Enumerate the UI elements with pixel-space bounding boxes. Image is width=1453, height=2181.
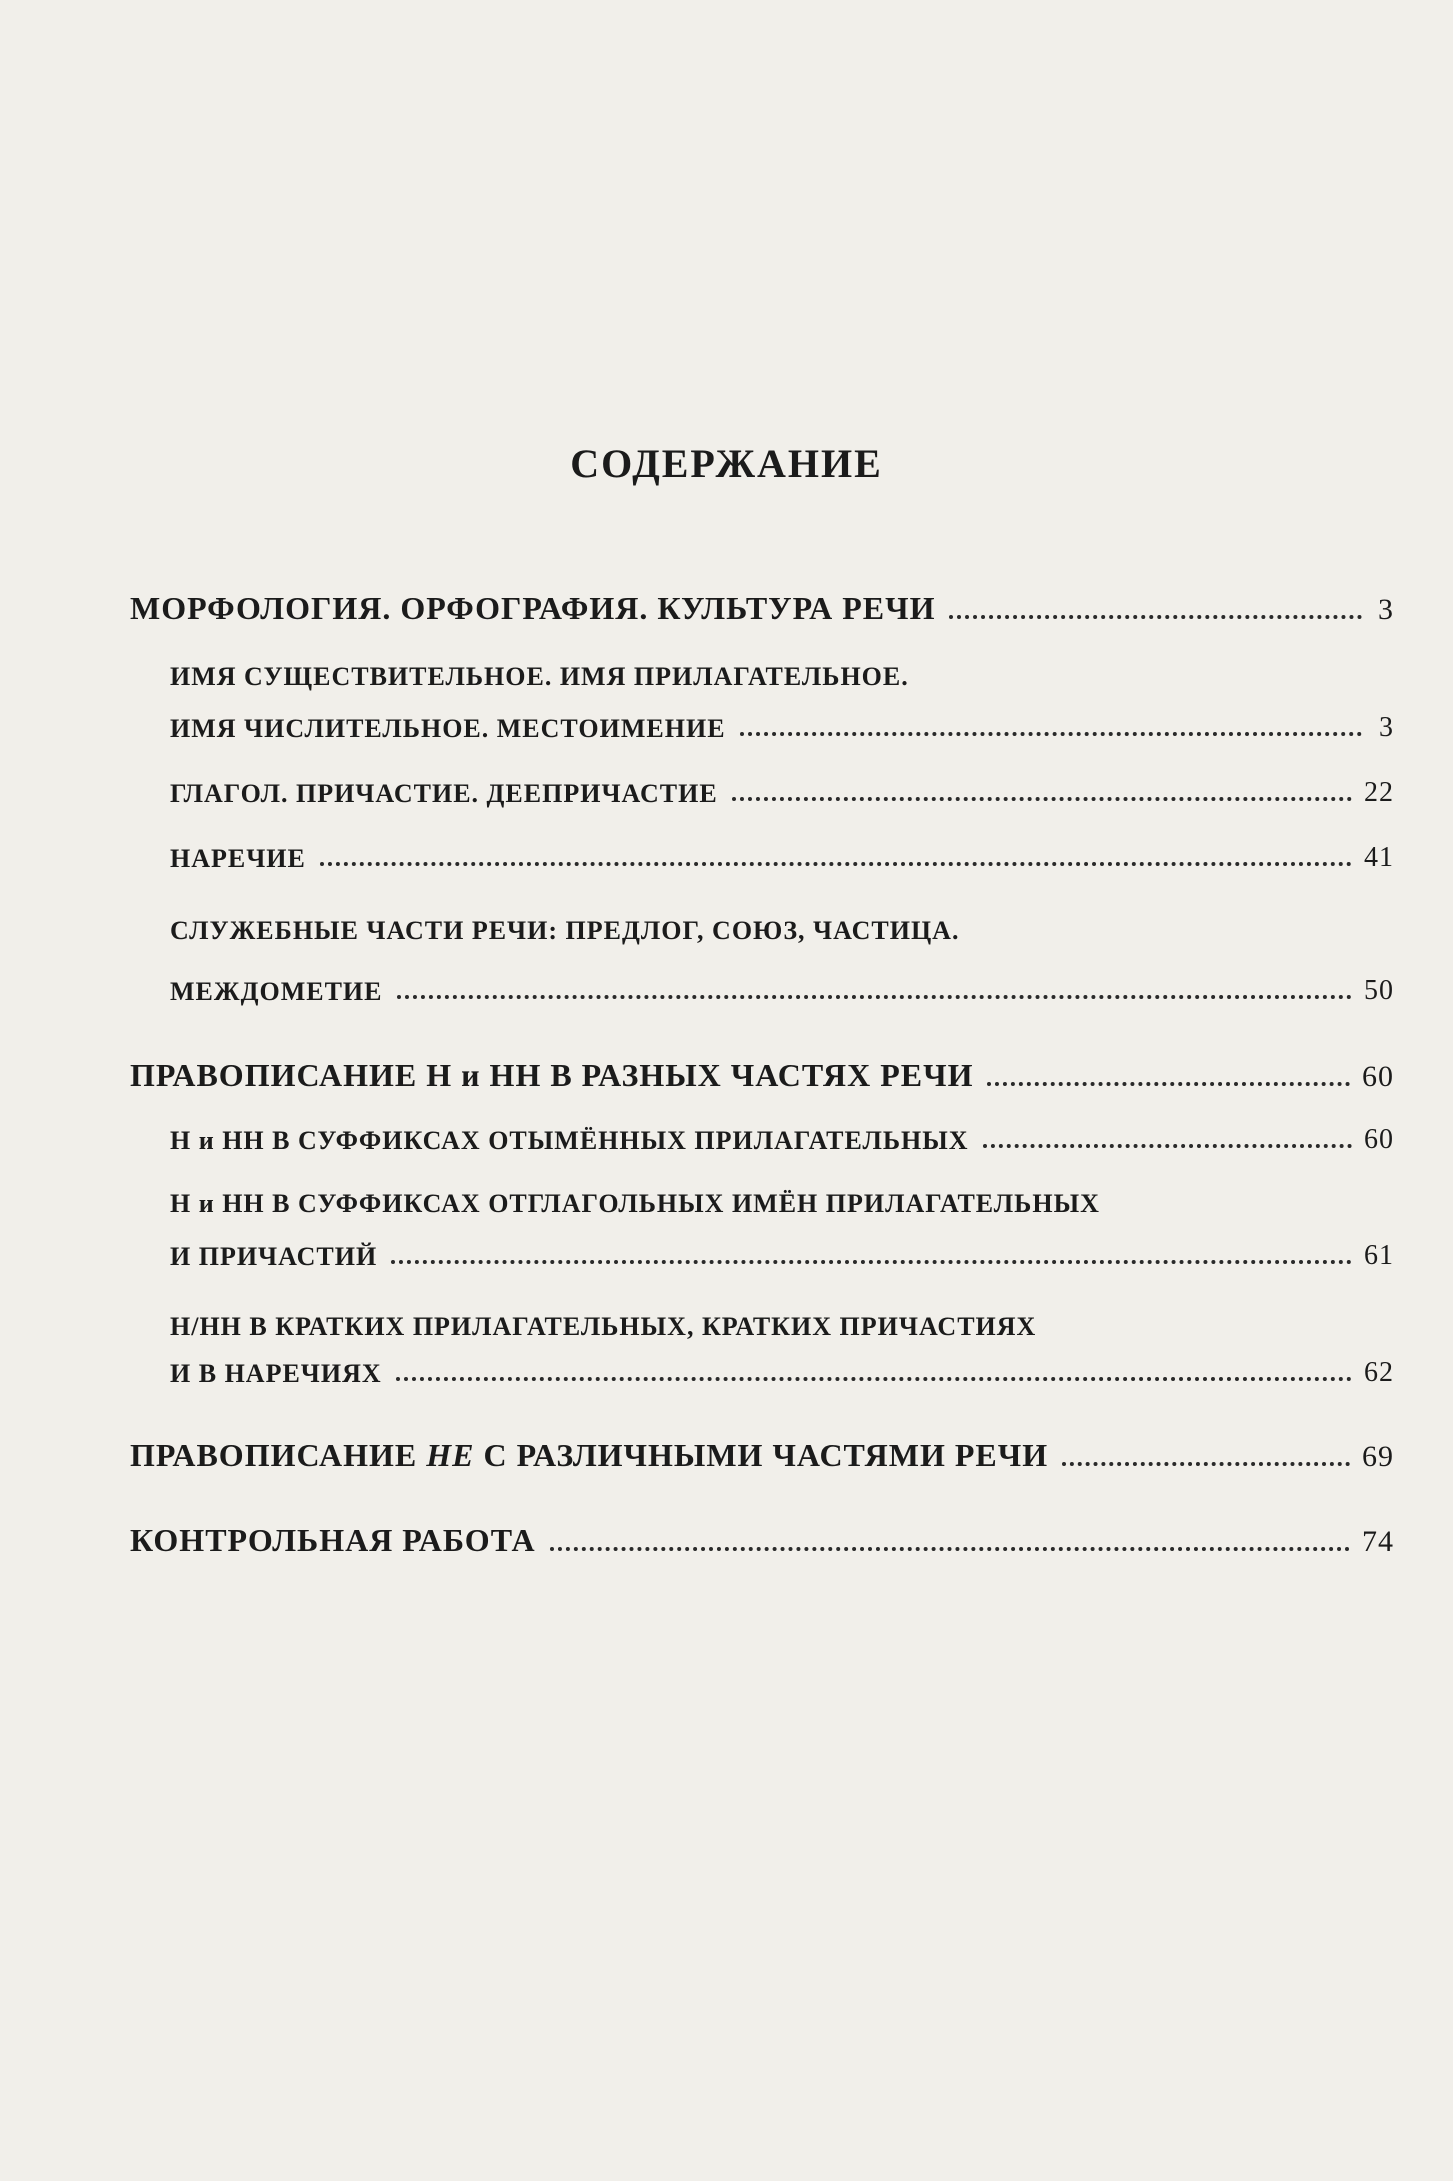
toc-entry-n-nn[interactable] [130, 1050, 1394, 1094]
toc-entry-text: Н/НН В КРАТКИХ ПРИЛАГАТЕЛЬНЫХ, КРАТКИХ ПРИЧАСТИЯХ [170, 1312, 1037, 1341]
toc-entry-function-words-line1[interactable] [170, 902, 1394, 946]
toc-entry-verb[interactable] [170, 765, 1394, 809]
dot-leader [550, 1547, 1350, 1551]
toc-page-number: 62 [1364, 1357, 1394, 1388]
page-title: СОДЕРЖАНИЕ [570, 441, 883, 486]
dot-leader [397, 995, 1353, 999]
dot-leader [732, 797, 1352, 801]
toc-entry-text-italic: НЕ [426, 1437, 475, 1473]
toc-entry-short-forms-line1[interactable] [170, 1298, 1394, 1342]
toc-page-number: 41 [1364, 842, 1394, 873]
toc-entry-control-work[interactable] [130, 1515, 1394, 1559]
toc-page-number: 60 [1364, 1124, 1394, 1155]
toc-entry-text [130, 1437, 1048, 1474]
toc-entry-text: Н и НН В СУФФИКСАХ ОТЫМЁННЫХ ПРИЛАГАТЕЛЬНЫХ [170, 1126, 969, 1155]
toc-page-number: 60 [1362, 1060, 1394, 1093]
toc-entry-text: МОРФОЛОГИЯ. ОРФОГРАФИЯ. КУЛЬТУРА РЕЧИ [130, 590, 936, 626]
toc-entry-text: СЛУЖЕБНЫЕ ЧАСТИ РЕЧИ: ПРЕДЛОГ, СОЮЗ, ЧАСТИЦА. [170, 916, 960, 945]
dot-leader [320, 862, 1352, 866]
toc-entry-text: МЕЖДОМЕТИЕ [170, 977, 383, 1006]
toc-entry-text: НАРЕЧИЕ [170, 844, 306, 873]
toc-entry-verbal-adjectives-line1[interactable] [170, 1175, 1394, 1219]
toc-page-number: 3 [1378, 593, 1394, 626]
toc-entry-text-post: С РАЗЛИЧНЫМИ ЧАСТЯМИ РЕЧИ [474, 1437, 1049, 1473]
dot-leader [983, 1144, 1352, 1148]
toc-entry-noun-line1[interactable] [170, 648, 1394, 692]
toc-entry-adverb[interactable] [170, 830, 1394, 874]
toc-entry-ne[interactable] [130, 1430, 1394, 1474]
toc-entry-short-forms-line2[interactable] [170, 1345, 1394, 1389]
toc-entry-text: ИМЯ ЧИСЛИТЕЛЬНОЕ. МЕСТОИМЕНИЕ [170, 714, 726, 743]
toc-entry-text: ГЛАГОЛ. ПРИЧАСТИЕ. ДЕЕПРИЧАСТИЕ [170, 779, 718, 808]
toc-entry-denominal-adjectives[interactable] [170, 1112, 1394, 1156]
toc-entry-text: Н и НН В СУФФИКСАХ ОТГЛАГОЛЬНЫХ ИМЁН ПРИЛАГАТЕЛЬНЫХ [170, 1189, 1100, 1218]
toc-entry-text-pre: ПРАВОПИСАНИЕ [130, 1437, 427, 1473]
toc-page-number: 61 [1364, 1240, 1394, 1271]
toc-entry-text: И ПРИЧАСТИЙ [170, 1242, 378, 1271]
toc-entry-text: И В НАРЕЧИЯХ [170, 1359, 382, 1388]
toc-page-number: 74 [1362, 1525, 1394, 1558]
toc-entry-text: КОНТРОЛЬНАЯ РАБОТА [130, 1522, 536, 1558]
toc-entry-morphology[interactable] [130, 583, 1394, 627]
dot-leader [987, 1082, 1350, 1086]
toc-page-number: 3 [1379, 712, 1394, 743]
toc-entry-function-words-line2[interactable] [170, 963, 1394, 1007]
toc-page-number: 50 [1364, 975, 1394, 1006]
toc-entry-noun-line2[interactable] [170, 700, 1394, 744]
toc-entry-text: ПРАВОПИСАНИЕ Н и НН В РАЗНЫХ ЧАСТЯХ РЕЧИ [130, 1057, 974, 1093]
dot-leader [949, 615, 1362, 619]
dot-leader [391, 1260, 1352, 1264]
dot-leader [740, 732, 1362, 736]
dot-leader [396, 1377, 1352, 1381]
toc-entry-verbal-adjectives-line2[interactable] [170, 1228, 1394, 1272]
toc-page-number: 69 [1362, 1440, 1394, 1473]
dot-leader [1062, 1462, 1350, 1466]
toc-entry-text: ИМЯ СУЩЕСТВИТЕЛЬНОЕ. ИМЯ ПРИЛАГАТЕЛЬНОЕ. [170, 662, 909, 691]
toc-page-number: 22 [1364, 777, 1394, 808]
